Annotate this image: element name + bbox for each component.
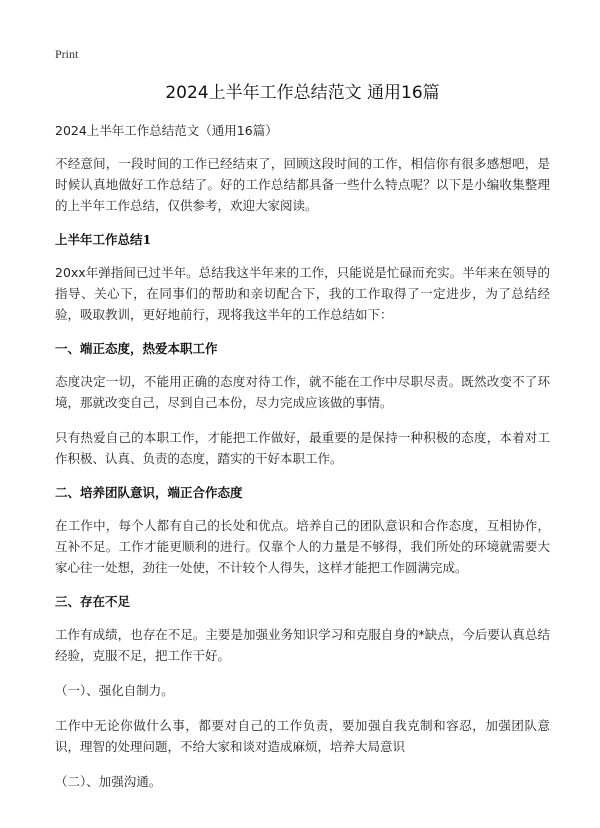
section-heading-shortcoming: 三、存在不足 [55, 594, 131, 609]
subsection-label: （二）、加强沟通。 [55, 774, 162, 789]
print-link[interactable]: Print [55, 47, 79, 61]
body-paragraph: 态度决定一切，不能用正确的态度对待工作，就不能在工作中尽职尽责。既然改变不了环境，那就改变自己，尽到自己本份，尽力完成应该做的事情。 [55, 374, 550, 410]
page-title: 2024上半年工作总结范文 通用16篇 [165, 83, 440, 103]
body-paragraph: 20xx年弹指间已过半年。总结我这半年来的工作，只能说是忙碌而充实。半年来在领导的指导、关心下，在同事们的帮助和亲切配合下，我的工作取得了一定进步，为了总结经验，吸取教训，更好地前行，现将我这半年的工作总结如下： [55, 265, 550, 322]
section-heading-attitude: 一、端正态度，热爱本职工作 [55, 341, 218, 356]
body-paragraph: 工作中无论你做什么事，都要对自己的工作负责，要加强自我克制和容忍，加强团队意识，理智的处理问题，不给大家和谈对造成麻烦，培养大局意识 [55, 718, 550, 754]
document-page [55, 78, 550, 806]
body-paragraph: 在工作中，每个人都有自己的长处和优点。培养自己的团队意识和合作态度，互相协作，互补不足。工作才能更顺利的进行。仅靠个人的力量是不够得，我们所处的环境就需要大家心往一处想，劲往一处使，不计较个人得失，这样才能把工作圆满完成。 [55, 518, 550, 575]
document-subtitle: 2024上半年工作总结范文（通用16篇） [55, 123, 278, 138]
subsection-label: （一）、强化自制力。 [55, 683, 174, 698]
intro-paragraph: 不经意间，一段时间的工作已经结束了，回顾这段时间的工作，相信你有很多感想吧，是时候认真地做好工作总结了。好的工作总结都具备一些什么特点呢？以下是小编收集整理的上半年工作总结，仅供参考，欢迎大家阅读。 [55, 156, 550, 213]
body-paragraph: 工作有成绩，也存在不足。主要是加强业务知识学习和克服自身的*缺点，今后要认真总结经验，克服不足，把工作干好。 [55, 627, 550, 663]
section-heading-team: 二、培养团队意识，端正合作态度 [55, 485, 243, 500]
section-heading: 上半年工作总结1 [55, 232, 152, 247]
body-paragraph: 只有热爱自己的本职工作，才能把工作做好，最重要的是保持一种积极的态度，本着对工作积极、认真、负责的态度，踏实的干好本职工作。 [55, 430, 550, 466]
